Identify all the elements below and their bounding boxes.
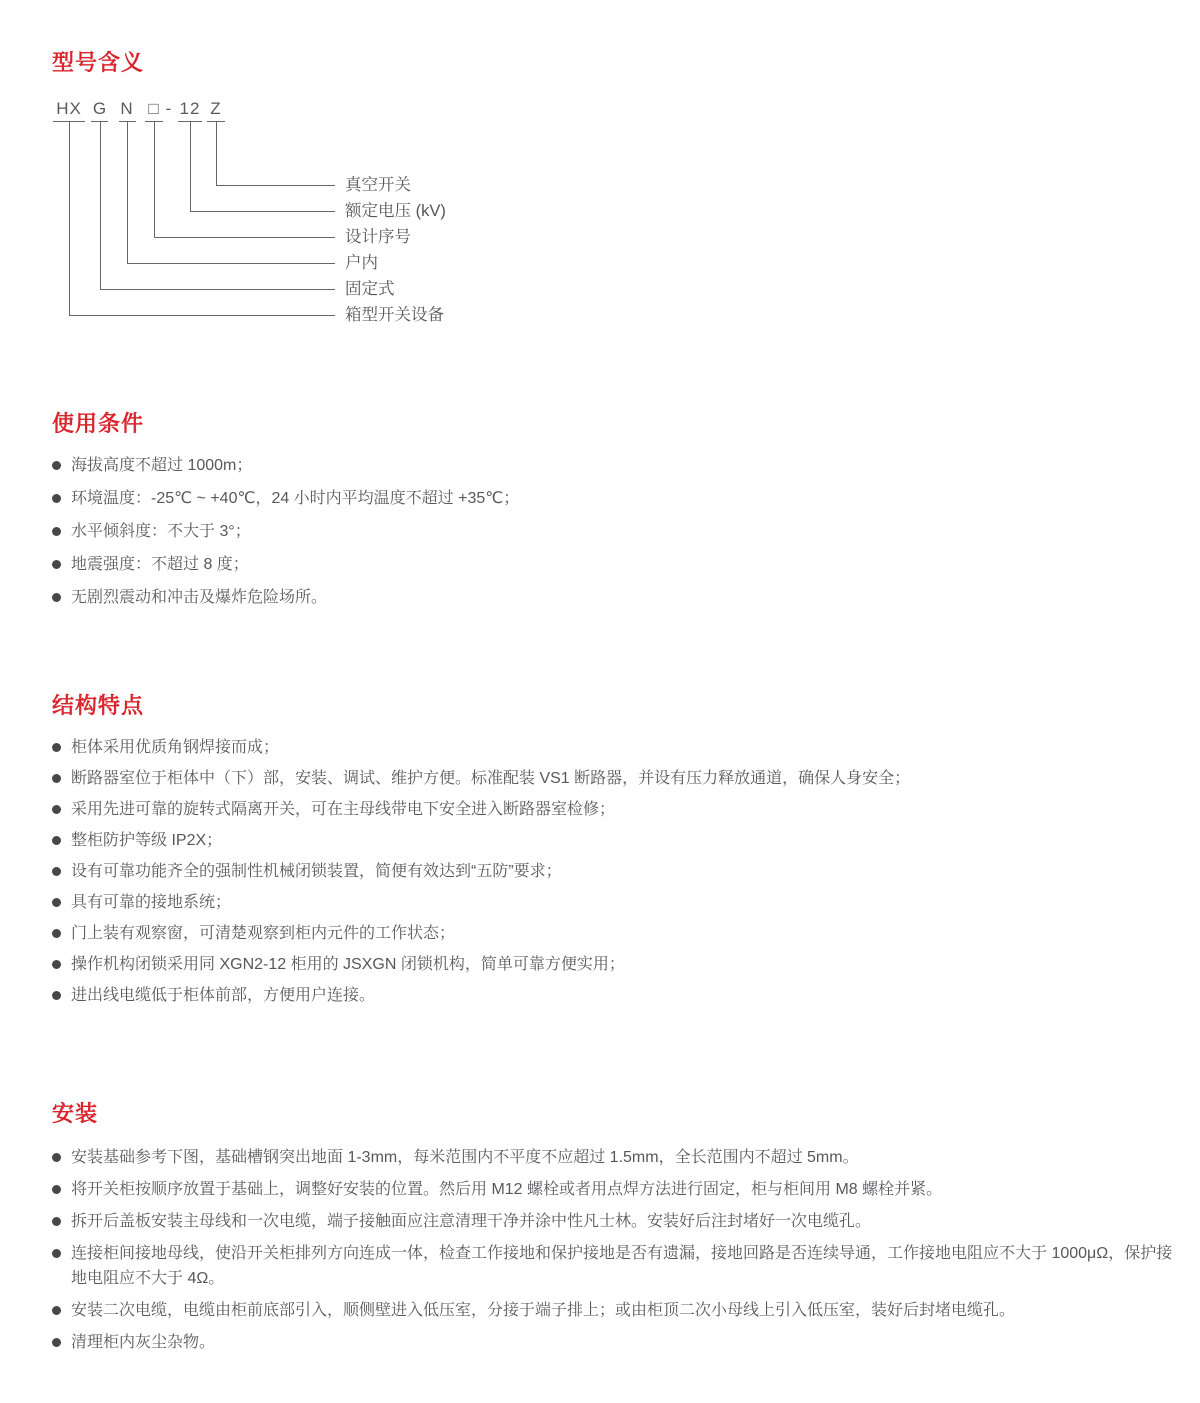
conditions-section-title: 使用条件	[52, 411, 145, 436]
bullet-icon	[52, 805, 61, 814]
list-item	[52, 486, 1177, 511]
list-item-text: 断路器室位于柜体中（下）部，安装、调试、维护方便。标准配装 VS1 断路器，并设有压力释放通道，确保人身安全；	[71, 770, 911, 787]
list-item	[52, 519, 1177, 544]
list-item	[52, 890, 1177, 915]
list-item	[52, 1330, 1177, 1355]
bullet-icon	[52, 743, 61, 752]
list-item-text: 整柜防护等级 IP2X；	[71, 832, 223, 849]
list-item	[52, 921, 1177, 946]
installation-section-title: 安装	[52, 1101, 99, 1126]
list-item	[52, 828, 1177, 853]
model-code-part-hx: HX	[56, 99, 82, 118]
model-code-part-g: G	[92, 99, 108, 118]
list-item	[52, 952, 1177, 977]
list-item-text: 无剧烈震动和冲击及爆炸危险场所。	[71, 589, 328, 606]
model-code-part-dash: -	[165, 99, 173, 118]
bullet-icon	[52, 494, 61, 503]
section-usage-conditions	[52, 411, 1177, 618]
bullet-icon	[52, 1249, 61, 1258]
list-item-text: 环境温度：-25℃ ~ +40℃，24 小时内平均温度不超过 +35℃；	[71, 490, 520, 507]
model-code-part-z: Z	[210, 99, 222, 118]
list-item	[52, 797, 1177, 822]
bullet-icon	[52, 1217, 61, 1226]
bullet-icon	[52, 929, 61, 938]
list-item	[52, 735, 1177, 760]
model-label-rated-voltage: 额定电压 (kV)	[345, 202, 446, 220]
model-label-design-serial: 设计序号	[345, 228, 411, 246]
bullet-icon	[52, 1306, 61, 1315]
list-item-text: 进出线电缆低于柜体前部，方便用户连接。	[71, 987, 376, 1004]
list-item	[52, 766, 1177, 791]
list-item-text: 门上装有观察窗，可清楚观察到柜内元件的工作状态；	[71, 925, 456, 942]
list-item	[52, 453, 1177, 478]
list-item-text: 操作机构闭锁采用同 XGN2-12 柜用的 JSXGN 闭锁机构，简单可靠方便实用；	[71, 956, 625, 973]
list-item-text: 安装二次电缆，电缆由柜前底部引入，顺侧壁进入低压室，分接于端子排上；或由柜顶二次小母线上引入低压室，装好后封堵电缆孔。	[71, 1302, 1016, 1319]
installation-list	[52, 1145, 1177, 1355]
section-model-meaning	[52, 50, 1177, 350]
list-item	[52, 859, 1177, 884]
bullet-icon	[52, 960, 61, 969]
model-connector-lines	[52, 118, 352, 328]
list-item-text: 采用先进可靠的旋转式隔离开关，可在主母线带电下安全进入断路器室检修；	[71, 801, 616, 818]
list-item-text: 具有可靠的接地系统；	[71, 894, 232, 911]
model-label-vacuum-switch: 真空开关	[345, 176, 411, 194]
list-item	[52, 552, 1177, 577]
bullet-icon	[52, 774, 61, 783]
list-item-text: 地震强度：不超过 8 度；	[71, 556, 249, 573]
list-item-text: 连接柜间接地母线，使沿开关柜排列方向连成一体，检查工作接地和保护接地是否有遗漏，接地回路是否连续导通，工作接地电阻应不大于 1000μΩ，保护接地电阻应不大于 4Ω。	[71, 1245, 1173, 1287]
model-code-part-n: N	[120, 99, 134, 118]
list-item	[52, 1177, 1177, 1202]
list-item	[52, 1145, 1177, 1170]
bullet-icon	[52, 991, 61, 1000]
conditions-list	[52, 453, 1177, 610]
bullet-icon	[52, 867, 61, 876]
features-section-title: 结构特点	[52, 693, 145, 718]
bullet-icon	[52, 836, 61, 845]
bullet-icon	[52, 593, 61, 602]
model-label-fixed-type: 固定式	[345, 280, 395, 298]
list-item	[52, 1209, 1177, 1234]
bullet-icon	[52, 1185, 61, 1194]
list-item	[52, 983, 1177, 1008]
list-item	[52, 1298, 1177, 1323]
list-item-text: 清理柜内灰尘杂物。	[71, 1334, 216, 1351]
list-item-text: 安装基础参考下图，基础槽钢突出地面 1-3mm，每米范围内不平度不应超过 1.5mm，全长范围内不超过 5mm。	[71, 1149, 859, 1166]
section-structural-features	[52, 693, 1177, 1014]
list-item-text: 设有可靠功能齐全的强制性机械闭锁装置，简便有效达到“五防”要求；	[71, 863, 562, 880]
model-section-title: 型号含义	[52, 50, 145, 75]
list-item	[52, 1241, 1177, 1291]
list-item-text: 水平倾斜度：不大于 3°；	[71, 523, 251, 540]
bullet-icon	[52, 1338, 61, 1347]
model-code-part-12: 12	[179, 99, 201, 118]
list-item-text: 柜体采用优质角钢焊接而成；	[71, 739, 280, 756]
model-code-part-box: □	[148, 99, 160, 118]
list-item	[52, 585, 1177, 610]
model-label-indoor: 户内	[345, 254, 378, 272]
list-item-text: 海拔高度不超过 1000m；	[71, 457, 253, 474]
model-label-box-switchgear: 箱型开关设备	[345, 306, 444, 324]
bullet-icon	[52, 1153, 61, 1162]
section-installation	[52, 1101, 1177, 1362]
features-list	[52, 735, 1177, 1008]
list-item-text: 拆开后盖板安装主母线和一次电缆，端子接触面应注意清理干净并涂中性凡士林。安装好后注封堵好一次电缆孔。	[71, 1213, 872, 1230]
bullet-icon	[52, 560, 61, 569]
bullet-icon	[52, 898, 61, 907]
bullet-icon	[52, 461, 61, 470]
bullet-icon	[52, 527, 61, 536]
list-item-text: 将开关柜按顺序放置于基础上，调整好安装的位置。然后用 M12 螺栓或者用点焊方法进行固定，柜与柜间用 M8 螺栓并紧。	[71, 1181, 943, 1198]
